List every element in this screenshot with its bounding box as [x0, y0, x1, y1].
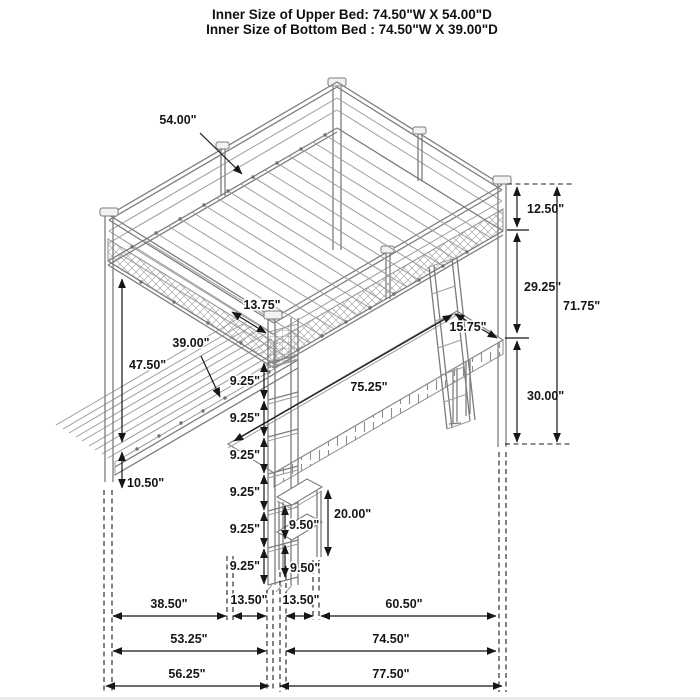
dim-bed-to-desk-height: 29.25"	[524, 280, 562, 294]
dim-table-gap-1: 9.50"	[289, 518, 320, 532]
dim-row1-c: 13.50"	[282, 593, 320, 607]
dim-desk-height: 30.00"	[527, 389, 565, 403]
dim-row3-a: 56.25"	[168, 667, 206, 681]
dim-shelf-gap-4: 9.25"	[229, 485, 260, 499]
dim-row1-b: 13.50"	[230, 593, 268, 607]
dim-row1-d: 60.50"	[385, 597, 423, 611]
dim-lower-bed-clearance: 10.50"	[127, 476, 165, 490]
dim-table-height: 20.00"	[334, 507, 372, 521]
dim-guardrail-height: 12.50"	[527, 202, 565, 216]
dim-shelf-gap-5: 9.25"	[229, 522, 260, 536]
table-top	[277, 479, 322, 505]
dim-shelf-gap-3: 9.25"	[229, 448, 260, 462]
dim-shelf-gap-6: 9.25"	[229, 559, 260, 573]
title-line-2: Inner Size of Bottom Bed : 74.50"W X 39.00"D	[206, 22, 498, 37]
dim-row2-b: 74.50"	[372, 632, 410, 646]
dim-lower-bed-depth: 39.00"	[172, 336, 210, 350]
dim-table-gap-2: 9.50"	[290, 561, 321, 575]
dim-shelf-gap-1: 9.25"	[229, 374, 260, 388]
dim-row1-a: 38.50"	[150, 597, 188, 611]
dim-upper-bed-depth: 54.00"	[159, 113, 197, 127]
dim-overall-height: 71.75"	[563, 299, 601, 313]
dim-row3-b: 77.50"	[372, 667, 410, 681]
dim-desk-depth: 15.75"	[449, 320, 487, 334]
dim-side-rail-height: 13.75"	[243, 298, 281, 312]
dim-desk-length: 75.25"	[350, 380, 388, 394]
dim-shelf-gap-2: 9.25"	[229, 411, 260, 425]
dim-left-height: 47.50"	[129, 358, 167, 372]
title-line-1: Inner Size of Upper Bed: 74.50"W X 54.00"D	[212, 7, 492, 22]
dim-row2-a: 53.25"	[170, 632, 208, 646]
